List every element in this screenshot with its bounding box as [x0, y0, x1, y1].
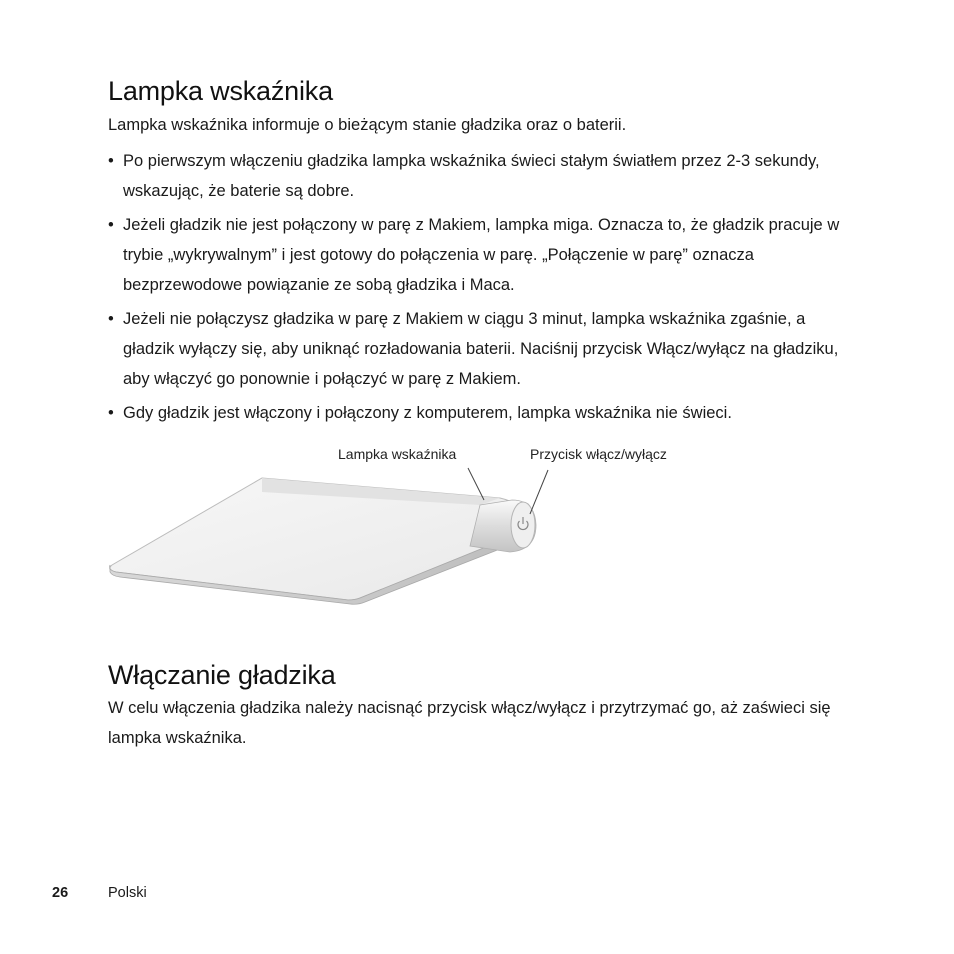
list-item: • Jeżeli nie połączysz gładzika w parę z Makiem w ciągu 3 minut, lampka wskaźnika zgaśnie, a gładzik wyłączy się, aby uniknąć rozładowania baterii. Naciśnij przycisk Włącz/wyłącz na gładziku, aby włączyć go ponownie i połączyć w parę z Makiem.	[108, 310, 839, 388]
intro-text: Lampka wskaźnika informuje o bieżącym stanie gładzika oraz o baterii.	[108, 116, 627, 134]
list-item: • Jeżeli gładzik nie jest połączony w parę z Makiem, lampka miga. Oznacza to, że gładzik pracuje w trybie „wykrywalnym” i jest gotowy do połączenia w parę. „Połączenie w parę” oznacza bezprzewodowe powiązanie ze sobą gładzika i Maca.	[108, 216, 840, 294]
section-title-power-on: Włączanie gładzika	[108, 660, 336, 690]
label-power-button: Przycisk włącz/wyłącz	[530, 446, 667, 462]
callout-line-power	[530, 470, 548, 514]
power-button[interactable]	[511, 502, 535, 548]
list-item: • Gdy gładzik jest włączony i połączony z komputerem, lampka wskaźnika nie świeci.	[108, 404, 732, 422]
label-indicator-light: Lampka wskaźnika	[338, 446, 457, 462]
page-number: 26	[52, 885, 69, 901]
power-on-text: W celu włączenia gładzika należy nacisnąć przycisk włącz/wyłącz i przytrzymać go, aż zaświeci się lampka wskaźnika.	[108, 699, 831, 747]
footer-language: Polski	[108, 885, 147, 901]
section-title-indicator: Lampka wskaźnika	[108, 76, 333, 106]
list-item: • Po pierwszym włączeniu gładzika lampka wskaźnika świeci stałym światłem przez 2-3 sekundy, wskazując, że baterie są dobre.	[108, 152, 820, 200]
